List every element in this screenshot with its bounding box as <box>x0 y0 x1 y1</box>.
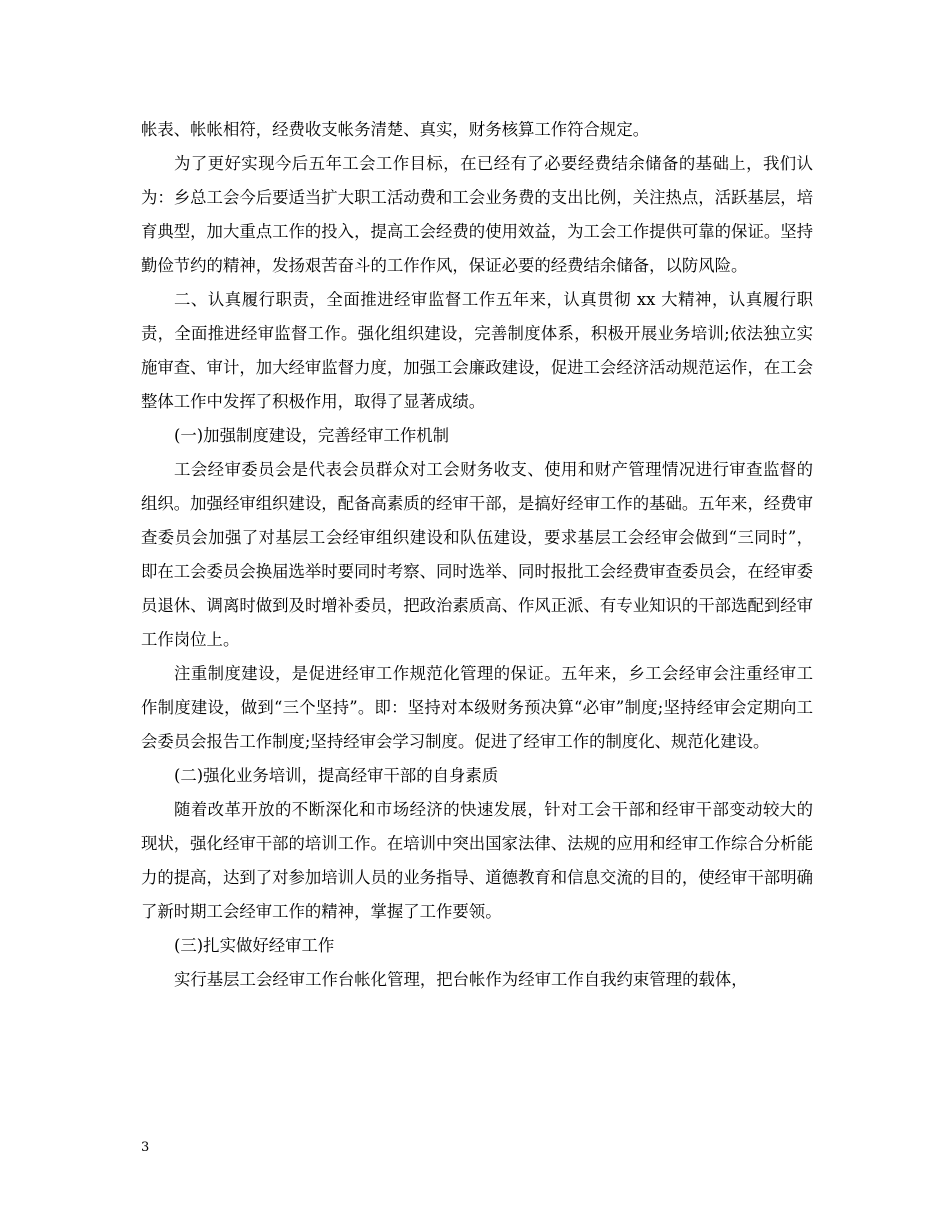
section-heading: (一)加强制度建设，完善经审工作机制 <box>174 426 450 445</box>
section-heading: (二)强化业务培训，提高经审干部的自身素质 <box>174 766 499 785</box>
section-heading: (三)扎实做好经审工作 <box>174 936 335 955</box>
paragraph: 工会经审委员会是代表会员群众对工会财务收支、使用和财产管理情况进行审查监督的组织。加强经审组织建设，配备高素质的经审干部，是搞好经审工作的基础。五年来，经费审查委员会加强了对基层工会经审组织建设和队伍建设，要求基层工会经审会做到“三同时”，即在工会委员会换届选举时要同时考察、同时选举、同时报批工会经费审查委员会，在经审委员退休、调离时做到及时增补委员，把政治素质高、作风正派、有专业知识的干部选配到经审工作岗位上。 <box>141 460 814 649</box>
paragraph: 帐表、帐帐相符，经费收支帐务清楚、真实，财务核算工作符合规定。 <box>141 120 650 139</box>
paragraph: 二、认真履行职责，全面推进经审监督工作五年来，认真贯彻 xx 大精神，认真履行职责，全面推进经审监督工作。强化组织建设，完善制度体系，积极开展业务培训;依法独立实施审查、审计，加大经审监督力度，加强工会廉政建设，促进工会经济活动规范运作，在工会整体工作中发挥了积极作用，取得了显著成绩。 <box>141 290 814 411</box>
paragraph: 实行基层工会经审工作台帐化管理，把台帐作为经审工作自我约束管理的载体， <box>174 970 748 989</box>
paragraph: 随着改革开放的不断深化和市场经济的快速发展，针对工会干部和经审干部变动较大的现状，强化经审干部的培训工作。在培训中突出国家法律、法规的应用和经审工作综合分析能力的提高，达到了对参加培训人员的业务指导、道德教育和信息交流的目的，使经审干部明确了新时期工会经审工作的精神，掌握了工作要领。 <box>141 800 814 921</box>
paragraph: 注重制度建设，是促进经审工作规范化管理的保证。五年来，乡工会经审会注重经审工作制度建设，做到“三个坚持”。即：坚持对本级财务预决算“必审”制度;坚持经审会定期向工会委员会报告工作制度;坚持经审会学习制度。促进了经审工作的制度化、规范化建设。 <box>141 664 813 751</box>
paragraph: 为了更好实现今后五年工会工作目标，在已经有了必要经费结余储备的基础上，我们认为：乡总工会今后要适当扩大职工活动费和工会业务费的支出比例，关注热点，活跃基层，培育典型，加大重点工作的投入，提高工会经费的使用效益，为工会工作提供可靠的保证。坚持勤俭节约的精神，发扬艰苦奋斗的工作作风，保证必要的经费结余储备，以防风险。 <box>141 154 814 275</box>
body-text <box>141 113 813 997</box>
page-number: 3 <box>141 1140 150 1155</box>
